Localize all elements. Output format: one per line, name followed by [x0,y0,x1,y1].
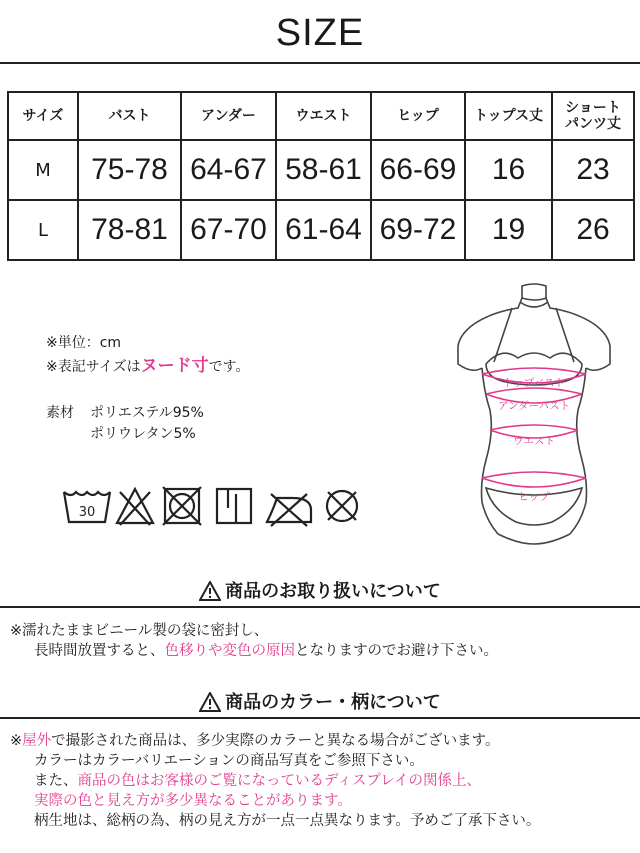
handling-line-2 [10,641,498,661]
table-cell: 69-72 [371,200,465,260]
label-under-bust: アンダーバスト [497,400,571,412]
handling-heading [0,577,640,603]
table-cell: 67-70 [181,200,276,260]
laundry-symbols [62,486,372,528]
material-line-1: ポリエステル95% [90,405,204,421]
warning-icon [199,581,221,601]
table-cell: 61-64 [276,200,371,260]
table-row [8,200,634,260]
header-shorts-line2: パンツ丈 [565,116,621,132]
mannequin-outline-icon [458,284,610,544]
row-size-label: L [8,200,78,260]
color-line-1-highlight: 屋外 [22,733,52,749]
unit-note: ※単位：cm [46,335,122,351]
table-cell: 64-67 [181,140,276,200]
color-line-3-prefix: また、 [34,773,78,789]
header-tops-length: トップス丈 [465,92,552,140]
table-cell: 26 [552,200,634,260]
header-under: アンダー [181,92,276,140]
label-top-bust: トップバスト [503,377,565,389]
header-hip: ヒップ [371,92,465,140]
no-tumble-dry-icon [163,487,201,525]
label-hip: ヒップ [518,491,550,503]
handling-divider [0,606,640,608]
header-waist: ウエスト [276,92,371,140]
title-divider [0,62,640,64]
no-dry-clean-icon [327,491,357,521]
handling-heading-text: 商品のお取り扱いについて [225,581,441,602]
table-cell: 66-69 [371,140,465,200]
no-bleach-icon [117,489,153,525]
row-size-label: M [8,140,78,200]
table-cell: 16 [465,140,552,200]
header-shorts-line1: ショート [565,100,621,116]
table-cell: 23 [552,140,634,200]
table-header-row [8,92,634,140]
color-line-5: 柄生地は、総柄の為、柄の見え方が一点一点異なります。予めご了承下さい。 [34,813,541,829]
handling-line-2-highlight: 色移りや変色の原因 [164,643,295,659]
header-bust: バスト [78,92,181,140]
color-heading-text: 商品のカラー・柄について [225,692,441,713]
header-shorts-length [552,92,634,140]
table-row [8,140,634,200]
body-measurement-figure [452,282,616,552]
table-cell: 78-81 [78,200,181,260]
color-line-4: 実際の色と見え方が多少異なることがあります。 [34,793,352,809]
material-label: 素材 [46,405,74,421]
header-size: サイズ [8,92,78,140]
color-line-3-highlight: 商品の色はお客様のご覧になっているディスプレイの関係上、 [77,773,482,789]
handling-line-2-suffix: となりますのでお避け下さい。 [295,643,498,659]
nude-note-prefix: ※表記サイズは [46,359,141,375]
wash-30-icon [64,492,110,522]
table-cell: 58-61 [276,140,371,200]
color-heading [0,688,640,714]
table-cell: 19 [465,200,552,260]
page-title: SIZE [275,12,365,54]
handling-line-1: ※濡れたままビニール製の袋に密封し、 [10,623,269,639]
color-line-2: カラーはカラーバリエーションの商品写真をご参照下さい。 [34,753,424,769]
nude-note-suffix: です。 [208,359,250,375]
color-line-1-prefix: ※ [10,733,23,749]
handling-line-2-prefix: 長時間放置すると、 [34,643,165,659]
nude-note-highlight: ヌード寸 [140,356,209,376]
color-line-3 [10,771,540,791]
label-waist: ウエスト [513,435,555,447]
color-text [10,731,540,831]
table-cell: 75-78 [78,140,181,200]
wash-temp-label: 30 [78,505,96,520]
nude-size-note [46,351,250,376]
color-line-1-suffix: で撮影された商品は、多少実際のカラーと異なる場合がございます。 [51,733,500,749]
warning-icon [199,692,221,712]
no-iron-icon [267,494,311,526]
line-dry-icon [217,489,251,523]
size-table [7,91,635,261]
color-divider [0,717,640,719]
handling-text [10,621,498,661]
color-line-1 [10,731,540,751]
material-line-2: ポリウレタン5% [90,426,196,442]
